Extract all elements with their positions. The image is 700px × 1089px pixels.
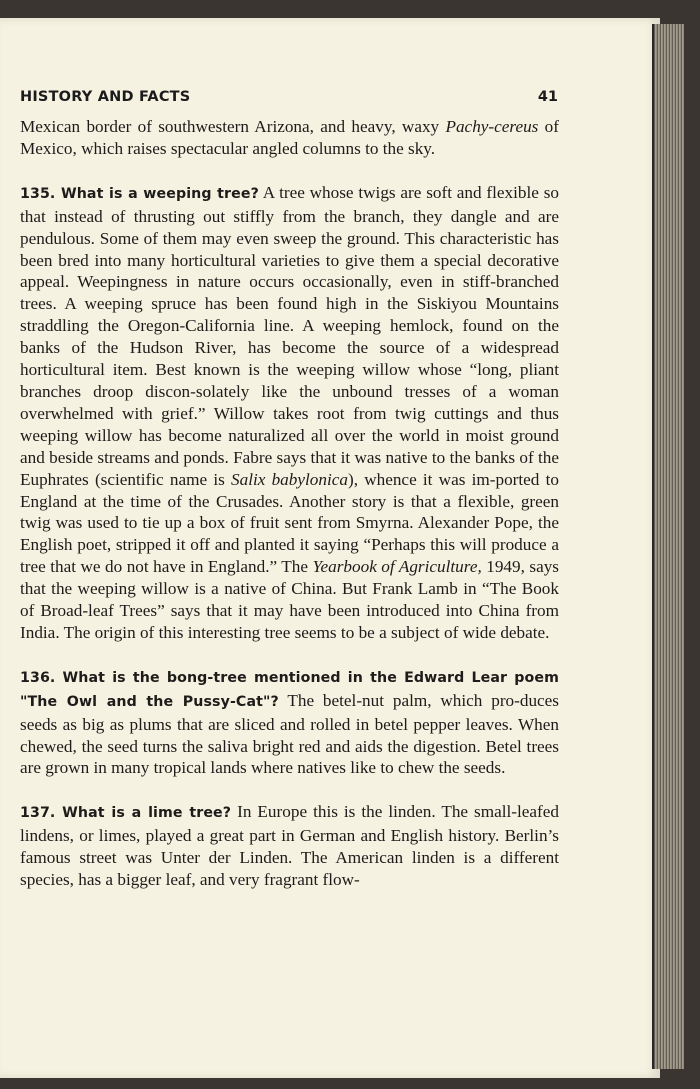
page-number: 41	[537, 89, 558, 105]
body-text	[20, 116, 559, 891]
answer-136-text: The betel-nut palm, which pro-duces seeds as big as plums that are sliced and rolled in betel pepper leaves. When chewed, the seed turns the saliva bright red and aids the digestion. Betel trees are grown in many tropical lands where natives like to chew the seeds.	[20, 690, 559, 778]
running-head-title: HISTORY AND FACTS	[20, 89, 191, 105]
answer-135-text-3: 1949, says that the weeping willow is a native of China. But Frank Lamb in “The Book of Broad-leaf Trees” says that it may have been introduced into China from India. The origin of this interesting tree seems to be a subject of wide debate.	[20, 557, 559, 642]
intro-text-2: of Mexico, which raises spectacular angled columns to the sky.	[20, 117, 559, 158]
paragraph-q136	[20, 666, 559, 780]
paragraph-q135	[20, 182, 559, 644]
intro-text-1: Mexican border of southwestern Arizona, and heavy, waxy	[20, 117, 446, 136]
question-137: 137. What is a lime tree?	[20, 805, 232, 822]
answer-135-text-2: ), whence it was im-ported to England at the time of the Crusades. Another story is that a flexible, green twig was used to tie up a box of fruit sent from Smyrna. Alexander Pope, the English poet, stripped it off and planted it saying “Perhaps this will produce a tree that we do not have in England.” The	[20, 469, 559, 577]
running-head	[20, 89, 558, 111]
answer-135-italic-yearbook: Yearbook of Agriculture,	[312, 557, 482, 577]
question-136: 136. What is the bong-tree mentioned in the Edward Lear poem "The Owl and the Pussy-Cat"?	[20, 669, 559, 710]
answer-135-italic-salix: Salix babylonica	[231, 469, 348, 489]
page-edges	[652, 24, 684, 1069]
paragraph-intro	[20, 116, 559, 160]
intro-italic-pachycereus: Pachy-cereus	[445, 117, 539, 136]
answer-135-text-1: A tree whose twigs are soft and flexible so that instead of thrusting out stiffly from the branch, they dangle and are pendulous. Some of them may even sweep the ground. This characteristic has been bred into many horticultural varieties to give them a special decorative appeal. Weepingness in nature occurs occasionally, even in stiff-branched trees. A weeping spruce has been found high in the Siskiyou Mountains straddling the Oregon-California line. A weeping hemlock, found on the banks of the Hudson River, has become the source of a widespread horticultural item. Best known is the weeping willow whose “long, pliant branches droop discon-solately like the unbound tresses of a woman overwhelmed with grief.” Willow takes root from twig cuttings and thus weeping willow has become naturalized all over the world in moist ground and beside streams and ponds. Fabre says that it was native to the banks of the Euphrates (scientific name is	[20, 182, 559, 489]
question-135: 135. What is a weeping tree?	[20, 185, 259, 202]
paragraph-q137	[20, 801, 559, 891]
answer-137-text: In Europe this is the linden. The small-leafed lindens, or limes, played a great part in German and English history. Berlin’s famous street was Unter der Linden. The American linden is a different species, has a bigger leaf, and very fragrant flow-	[20, 802, 559, 890]
